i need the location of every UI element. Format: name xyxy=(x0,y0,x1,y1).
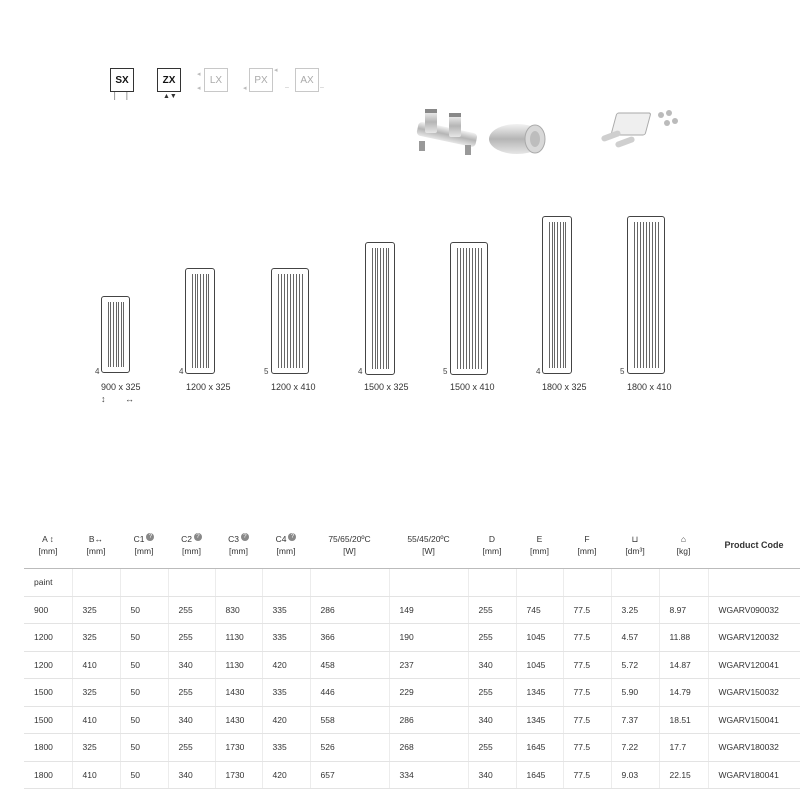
radiator-groove xyxy=(557,222,558,368)
radiator-groove xyxy=(108,302,109,367)
column-count: 4 xyxy=(179,367,184,376)
table-cell: 255 xyxy=(168,596,215,624)
radiator-illustration xyxy=(542,216,572,374)
col-header-c4: C4 ? [mm] xyxy=(262,522,310,569)
radiator-illustration xyxy=(450,242,488,375)
table-cell: 1045 xyxy=(516,624,563,652)
column-count: 4 xyxy=(358,367,363,376)
table-cell: 17.7 xyxy=(659,734,708,762)
column-count: 5 xyxy=(443,367,448,376)
table-cell: 340 xyxy=(468,761,516,789)
radiator-groove xyxy=(296,274,297,368)
col-header-c1: C1 ? [mm] xyxy=(120,522,168,569)
table-cell: 1130 xyxy=(215,651,262,679)
col-header-volume: ⊔ [dm³] xyxy=(611,522,659,569)
table-cell: 255 xyxy=(168,734,215,762)
radiator-groove xyxy=(203,274,204,368)
weight-icon: ⌂ xyxy=(680,534,687,544)
column-count: 4 xyxy=(536,367,541,376)
table-cell: 325 xyxy=(72,679,120,707)
radiator-groove xyxy=(552,222,553,368)
table-cell: 1730 xyxy=(215,761,262,789)
table-cell: 22.15 xyxy=(659,761,708,789)
table-cell: 77.5 xyxy=(563,679,611,707)
col-header-c2: C2 ? [mm] xyxy=(168,522,215,569)
table-cell: 255 xyxy=(468,596,516,624)
table-cell: 410 xyxy=(72,651,120,679)
radiator-groove xyxy=(377,248,378,369)
connection-ax-icon: AX xyxy=(295,68,319,92)
radiator-groove xyxy=(652,222,653,368)
radiator-groove xyxy=(123,302,124,367)
table-cell: 3.25 xyxy=(611,596,659,624)
column-count: 4 xyxy=(95,367,100,376)
table-cell: 5.90 xyxy=(611,679,659,707)
table-cell: WGARV180041 xyxy=(708,761,800,789)
radiator-size-label: 1200 x 325 xyxy=(186,382,231,392)
radiator-illustration xyxy=(185,268,215,374)
radiator-groove xyxy=(284,274,285,368)
radiator-groove xyxy=(637,222,638,368)
table-cell: 410 xyxy=(72,706,120,734)
table-cell: WGARV180032 xyxy=(708,734,800,762)
pipe-marks-icon: │ │ xyxy=(113,93,130,100)
table-cell: 5.72 xyxy=(611,651,659,679)
radiator-groove xyxy=(649,222,650,368)
table-cell: 410 xyxy=(72,761,120,789)
radiator-illustration xyxy=(365,242,395,375)
col-header-f: F [mm] xyxy=(563,522,611,569)
table-cell: 18.51 xyxy=(659,706,708,734)
table-cell: 255 xyxy=(168,624,215,652)
height-arrow-icon: ↕ xyxy=(101,394,106,404)
radiator-groove xyxy=(475,248,476,369)
pipe-marks-icon: ◂ xyxy=(243,85,247,92)
table-cell: 229 xyxy=(389,679,468,707)
table-cell: 420 xyxy=(262,761,310,789)
radiator-groove xyxy=(375,248,376,369)
table-cell: 9.03 xyxy=(611,761,659,789)
table-cell: 149 xyxy=(389,596,468,624)
col-header-b: B↔ [mm] xyxy=(72,522,120,569)
table-cell: 11.88 xyxy=(659,624,708,652)
radiator-groove xyxy=(208,274,209,368)
table-cell: 1200 xyxy=(24,624,72,652)
valve-cap-icon xyxy=(485,117,550,162)
table-row xyxy=(24,679,800,707)
radiator-size-label: 1800 x 410 xyxy=(627,382,672,392)
radiator-groove xyxy=(372,248,373,369)
table-cell: 1345 xyxy=(516,706,563,734)
table-cell: 268 xyxy=(389,734,468,762)
table-cell: 657 xyxy=(310,761,389,789)
table-cell: 1645 xyxy=(516,734,563,762)
col-header-product-code: Product Code xyxy=(708,522,800,569)
table-cell: 1200 xyxy=(24,651,72,679)
table-cell: 325 xyxy=(72,734,120,762)
table-cell: 340 xyxy=(468,706,516,734)
radiator-groove xyxy=(383,248,384,369)
table-cell: 1430 xyxy=(215,679,262,707)
table-cell: 830 xyxy=(215,596,262,624)
pipe-marks-icon: ▲▼ xyxy=(163,93,177,100)
pipe-marks-icon: ◂ xyxy=(197,85,201,92)
radiator-groove xyxy=(388,248,389,369)
radiator-groove xyxy=(121,302,122,367)
table-cell: 77.5 xyxy=(563,596,611,624)
table-cell: 50 xyxy=(120,761,168,789)
radiator-groove xyxy=(113,302,114,367)
table-cell: 255 xyxy=(168,679,215,707)
radiator-groove xyxy=(560,222,561,368)
table-cell: 14.87 xyxy=(659,651,708,679)
table-cell: 8.97 xyxy=(659,596,708,624)
table-cell: 190 xyxy=(389,624,468,652)
radiator-size-label: 1800 x 325 xyxy=(542,382,587,392)
radiator-groove xyxy=(466,248,467,369)
table-cell: 77.5 xyxy=(563,734,611,762)
table-row xyxy=(24,651,800,679)
table-cell: 255 xyxy=(468,679,516,707)
radiator-groove xyxy=(655,222,656,368)
radiator-size-label: 900 x 325 xyxy=(101,382,141,392)
radiator-groove xyxy=(195,274,196,368)
table-cell: WGARV090032 xyxy=(708,596,800,624)
pipe-marks-icon: – xyxy=(285,84,289,91)
radiator-groove xyxy=(463,248,464,369)
radiator-groove xyxy=(197,274,198,368)
table-cell: 255 xyxy=(468,734,516,762)
table-cell: 900 xyxy=(24,596,72,624)
table-cell: 526 xyxy=(310,734,389,762)
info-icon[interactable]: ? xyxy=(194,533,202,541)
table-cell: 50 xyxy=(120,734,168,762)
table-cell: 1430 xyxy=(215,706,262,734)
radiator-groove xyxy=(110,302,111,367)
radiator-groove xyxy=(299,274,300,368)
table-cell: 558 xyxy=(310,706,389,734)
table-cell: 255 xyxy=(468,624,516,652)
table-cell: 77.5 xyxy=(563,624,611,652)
radiator-groove xyxy=(281,274,282,368)
table-cell: 1130 xyxy=(215,624,262,652)
table-cell: 446 xyxy=(310,679,389,707)
volume-icon: ⊔ xyxy=(631,534,639,544)
table-section-row xyxy=(24,569,800,597)
col-header-output-75: 75/65/20ºC [W] xyxy=(310,522,389,569)
radiator-groove xyxy=(640,222,641,368)
col-header-d: D [mm] xyxy=(468,522,516,569)
radiator-illustration xyxy=(271,268,309,374)
radiator-groove xyxy=(460,248,461,369)
radiator-illustration xyxy=(101,296,130,373)
table-row xyxy=(24,596,800,624)
col-header-c3: C3 ? [mm] xyxy=(215,522,262,569)
table-cell: 1645 xyxy=(516,761,563,789)
radiator-groove xyxy=(549,222,550,368)
info-icon[interactable]: ? xyxy=(241,533,249,541)
table-cell: 4.57 xyxy=(611,624,659,652)
info-icon[interactable]: ? xyxy=(288,533,296,541)
table-cell: 7.22 xyxy=(611,734,659,762)
table-row xyxy=(24,706,800,734)
radiator-groove xyxy=(192,274,193,368)
table-cell: 50 xyxy=(120,679,168,707)
specification-table xyxy=(24,522,800,789)
table-row xyxy=(24,761,800,789)
table-cell: 745 xyxy=(516,596,563,624)
table-cell: 14.79 xyxy=(659,679,708,707)
table-cell: 335 xyxy=(262,679,310,707)
radiator-groove xyxy=(200,274,201,368)
valve-set-icon xyxy=(405,105,485,160)
table-cell: 335 xyxy=(262,596,310,624)
col-header-output-55: 55/45/20ºC [W] xyxy=(389,522,468,569)
radiator-groove xyxy=(118,302,119,367)
connection-sx-icon: SX xyxy=(110,68,134,92)
table-cell: 77.5 xyxy=(563,651,611,679)
radiator-groove xyxy=(481,248,482,369)
connection-zx-icon: ZX xyxy=(157,68,181,92)
table-cell: 237 xyxy=(389,651,468,679)
table-cell: 50 xyxy=(120,624,168,652)
table-cell: 325 xyxy=(72,624,120,652)
connection-lx-icon: LX xyxy=(204,68,228,92)
table-cell: 50 xyxy=(120,706,168,734)
radiator-groove xyxy=(563,222,564,368)
radiator-groove xyxy=(658,222,659,368)
radiator-groove xyxy=(302,274,303,368)
radiator-size-label: 1200 x 410 xyxy=(271,382,316,392)
table-cell: 1730 xyxy=(215,734,262,762)
radiator-groove xyxy=(554,222,555,368)
radiator-groove xyxy=(386,248,387,369)
table-cell: 340 xyxy=(168,761,215,789)
radiator-groove xyxy=(478,248,479,369)
table-cell: 340 xyxy=(168,706,215,734)
table-cell: WGARV120032 xyxy=(708,624,800,652)
table-cell: WGARV150032 xyxy=(708,679,800,707)
table-cell: 325 xyxy=(72,596,120,624)
table-cell: 286 xyxy=(310,596,389,624)
table-header-row xyxy=(24,522,800,569)
width-arrow-icon: ↔ xyxy=(125,394,134,404)
radiator-size-label: 1500 x 410 xyxy=(450,382,495,392)
radiator-groove xyxy=(565,222,566,368)
table-cell: 286 xyxy=(389,706,468,734)
radiator-size-label: 1500 x 325 xyxy=(364,382,409,392)
col-header-weight: ⌂ [kg] xyxy=(659,522,708,569)
table-cell: 335 xyxy=(262,624,310,652)
table-cell: 420 xyxy=(262,651,310,679)
radiator-groove xyxy=(457,248,458,369)
radiator-groove xyxy=(287,274,288,368)
table-cell: 334 xyxy=(389,761,468,789)
pipe-marks-icon: ◂ xyxy=(274,67,278,74)
radiator-groove xyxy=(469,248,470,369)
table-cell: 50 xyxy=(120,596,168,624)
pipe-marks-icon: ◂ xyxy=(197,71,201,78)
radiator-groove xyxy=(646,222,647,368)
radiator-groove xyxy=(290,274,291,368)
radiator-groove xyxy=(116,302,117,367)
table-cell: 77.5 xyxy=(563,761,611,789)
radiator-groove xyxy=(206,274,207,368)
pipe-marks-icon: – xyxy=(320,84,324,91)
table-cell: 1800 xyxy=(24,761,72,789)
radiator-groove xyxy=(293,274,294,368)
table-cell: 50 xyxy=(120,651,168,679)
table-cell: 335 xyxy=(262,734,310,762)
radiator-illustration xyxy=(627,216,665,374)
table-cell: 458 xyxy=(310,651,389,679)
info-icon[interactable]: ? xyxy=(146,533,154,541)
table-cell: 366 xyxy=(310,624,389,652)
table-cell: 340 xyxy=(468,651,516,679)
table-row xyxy=(24,734,800,762)
table-cell: 340 xyxy=(168,651,215,679)
column-count: 5 xyxy=(620,367,625,376)
table-cell: 7.37 xyxy=(611,706,659,734)
table-cell: WGARV120041 xyxy=(708,651,800,679)
table-cell: 1800 xyxy=(24,734,72,762)
radiator-groove xyxy=(380,248,381,369)
radiator-groove xyxy=(278,274,279,368)
radiator-groove xyxy=(472,248,473,369)
table-row xyxy=(24,624,800,652)
table-cell: 1500 xyxy=(24,706,72,734)
table-cell: 77.5 xyxy=(563,706,611,734)
radiator-groove xyxy=(634,222,635,368)
wall-bracket-icon xyxy=(597,105,687,155)
radiator-groove xyxy=(643,222,644,368)
column-count: 5 xyxy=(264,367,269,376)
section-label: paint xyxy=(24,569,72,597)
connection-px-icon: PX xyxy=(249,68,273,92)
table-cell: 1345 xyxy=(516,679,563,707)
table-cell: 1500 xyxy=(24,679,72,707)
table-cell: WGARV150041 xyxy=(708,706,800,734)
table-cell: 1045 xyxy=(516,651,563,679)
col-header-a: A ↕ [mm] xyxy=(24,522,72,569)
table-cell: 420 xyxy=(262,706,310,734)
col-header-e: E [mm] xyxy=(516,522,563,569)
